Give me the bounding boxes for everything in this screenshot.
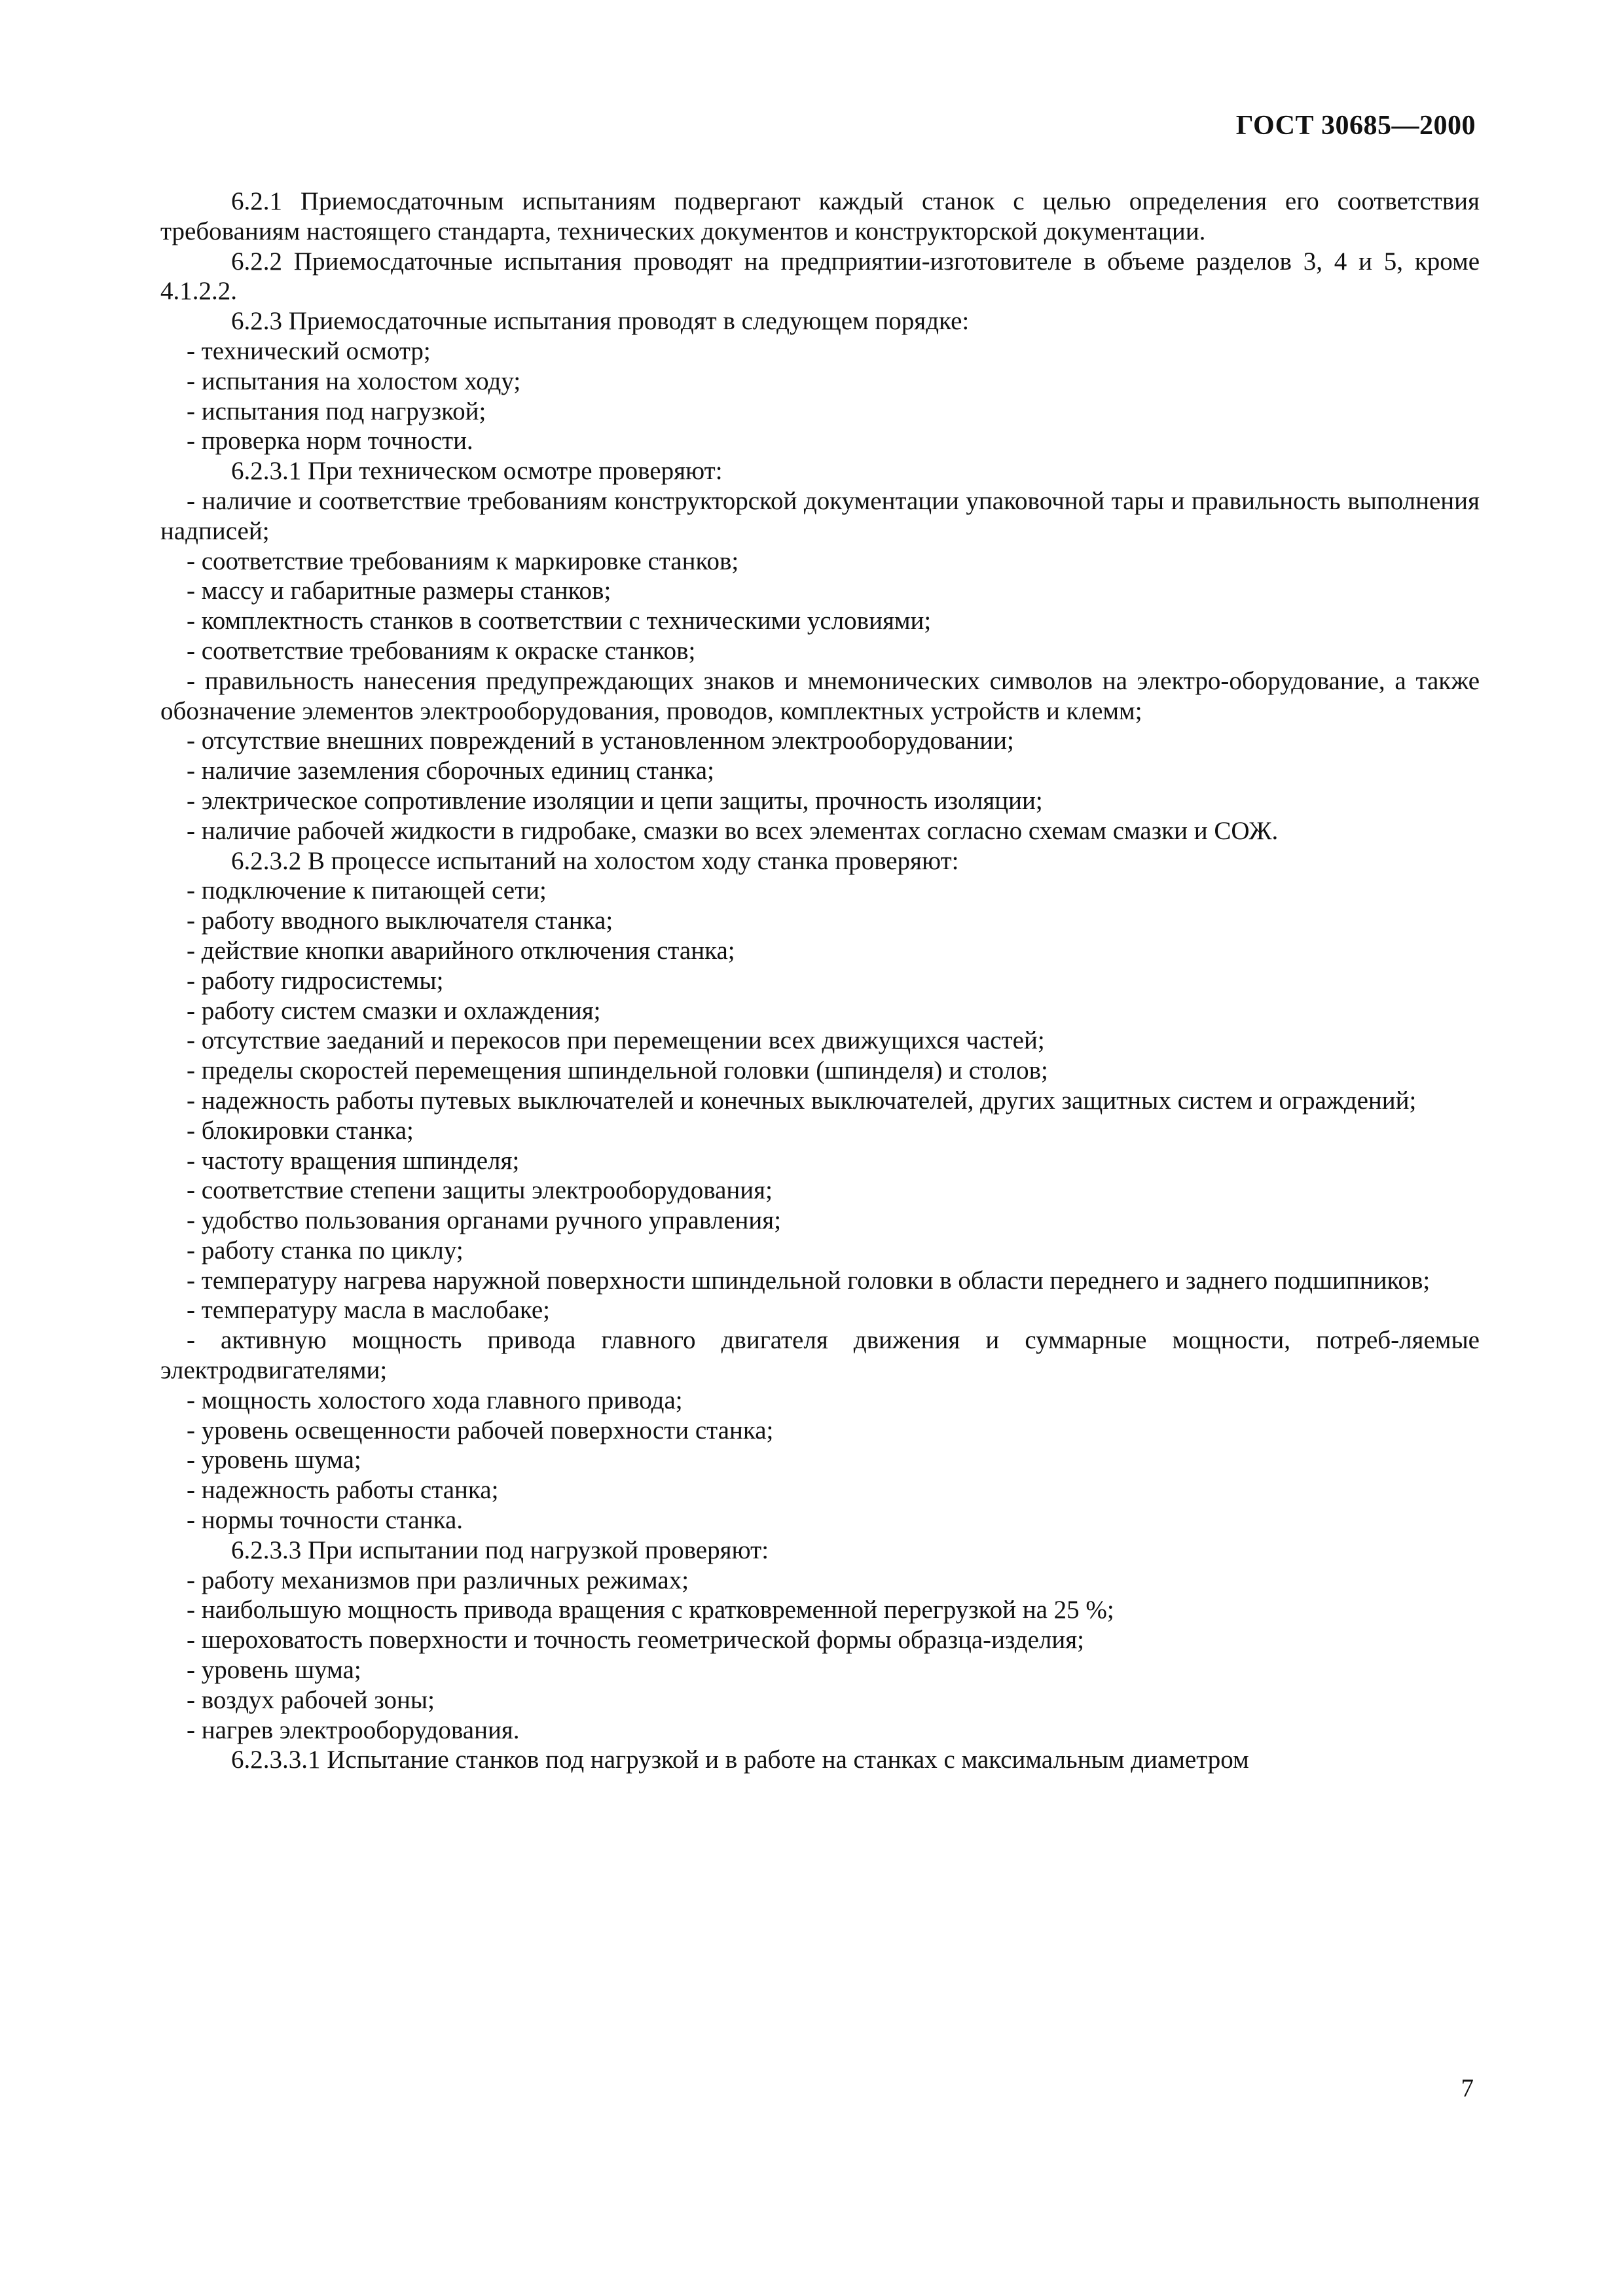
- list-item: - испытания под нагрузкой;: [187, 397, 486, 425]
- list-item: - наличие рабочей жидкости в гидробаке, смазки во всех элементах согласно схемам смазки и СОЖ.: [187, 816, 1279, 845]
- section-paragraph: 6.2.1 Приемосдаточным испытаниям подвергают каждый станок с целью определения его соответствия требованиям настоящего стандарта, технических документов и конструкторской документации.: [160, 187, 1480, 245]
- list-item: - работу механизмов при различных режимах;: [187, 1566, 689, 1594]
- page-number: 7: [1461, 2074, 1474, 2102]
- list-item: - уровень освещенности рабочей поверхности станка;: [187, 1416, 774, 1444]
- list-item: - соответствие степени защиты электрооборудования;: [187, 1176, 773, 1205]
- list-item: - наличие заземления сборочных единиц станка;: [187, 757, 714, 785]
- document-header-id: ГОСТ 30685—2000: [1235, 111, 1476, 141]
- list-item: - массу и габаритные размеры станков;: [187, 577, 611, 605]
- list-item: - работу вводного выключателя станка;: [187, 906, 613, 935]
- list-item: - мощность холостого хода главного привода;: [187, 1386, 683, 1414]
- list-item: - проверка норм точности.: [187, 427, 473, 456]
- list-item: - действие кнопки аварийного отключения станка;: [187, 936, 735, 965]
- section-paragraph: 6.2.2 Приемосдаточные испытания проводят на предприятии-изготовителе в объеме разделов 3, 4 и 5, кроме 4.1.2.2.: [160, 247, 1480, 306]
- list-item: - наибольшую мощность привода вращения с кратковременной перегрузкой на 25 %;: [187, 1596, 1114, 1624]
- list-item: - воздух рабочей зоны;: [187, 1685, 435, 1714]
- list-item: - удобство пользования органами ручного управления;: [187, 1206, 782, 1235]
- list-item: - испытания на холостом ходу;: [187, 367, 521, 395]
- list-item: - отсутствие заеданий и перекосов при перемещении всех движущихся частей;: [187, 1026, 1045, 1055]
- section-paragraph: 6.2.3.1 При техническом осмотре проверяют:: [231, 457, 723, 486]
- list-item: - температуру масла в маслобаке;: [187, 1296, 551, 1325]
- list-item: - надежность работы станка;: [187, 1476, 499, 1505]
- section-paragraph: 6.2.3.3.1 Испытание станков под нагрузкой и в работе на станках с максимальным диаметром: [231, 1746, 1249, 1774]
- list-item: - частоту вращения шпинделя;: [187, 1146, 520, 1175]
- list-item: - наличие и соответствие требованиям конструкторской документации упаковочной тары и правильность выполнения надписей;: [160, 486, 1480, 545]
- list-item: - нагрев электрооборудования.: [187, 1715, 520, 1744]
- list-item: - правильность нанесения предупреждающих знаков и мнемонических символов на электро-оборудование, а также обозначение элементов электрооборудования, проводов, комплектных устройств и клемм;: [160, 666, 1480, 725]
- list-item: - работу станка по циклу;: [187, 1236, 464, 1265]
- list-item: - активную мощность привода главного двигателя движения и суммарные мощности, потреб-ляемые электродвигателями;: [160, 1326, 1480, 1385]
- list-item: - отсутствие внешних повреждений в установленном электрооборудовании;: [187, 726, 1014, 755]
- document-body: [160, 187, 1480, 1775]
- section-paragraph: 6.2.3.2 В процессе испытаний на холостом ходу станка проверяют:: [231, 846, 959, 875]
- list-item: - технический осмотр;: [187, 336, 431, 365]
- list-item: - работу систем смазки и охлаждения;: [187, 996, 601, 1025]
- list-item: - нормы точности станка.: [187, 1506, 464, 1535]
- list-item: - комплектность станков в соответствии с техническими условиями;: [187, 607, 932, 636]
- list-item: - работу гидросистемы;: [187, 966, 444, 995]
- section-paragraph: 6.2.3.3 При испытании под нагрузкой проверяют:: [231, 1535, 769, 1564]
- list-item: - пределы скоростей перемещения шпиндельной головки (шпинделя) и столов;: [187, 1056, 1048, 1085]
- list-item: - температуру нагрева наружной поверхности шпиндельной головки в области переднего и заднего подшипников;: [187, 1266, 1431, 1295]
- list-item: - подключение к питающей сети;: [187, 876, 547, 905]
- list-item: - блокировки станка;: [187, 1116, 414, 1145]
- list-item: - электрическое сопротивление изоляции и цепи защиты, прочность изоляции;: [187, 786, 1043, 815]
- list-item: - уровень шума;: [187, 1656, 361, 1685]
- section-paragraph: 6.2.3 Приемосдаточные испытания проводят в следующем порядке:: [231, 307, 970, 336]
- list-item: - надежность работы путевых выключателей и конечных выключателей, других защитных систем и ограждений;: [187, 1086, 1417, 1115]
- list-item: - шероховатость поверхности и точность геометрической формы образца-изделия;: [187, 1626, 1084, 1655]
- list-item: - соответствие требованиям к маркировке станков;: [187, 547, 739, 575]
- list-item: - уровень шума;: [187, 1446, 361, 1475]
- list-item: - соответствие требованиям к окраске станков;: [187, 636, 696, 665]
